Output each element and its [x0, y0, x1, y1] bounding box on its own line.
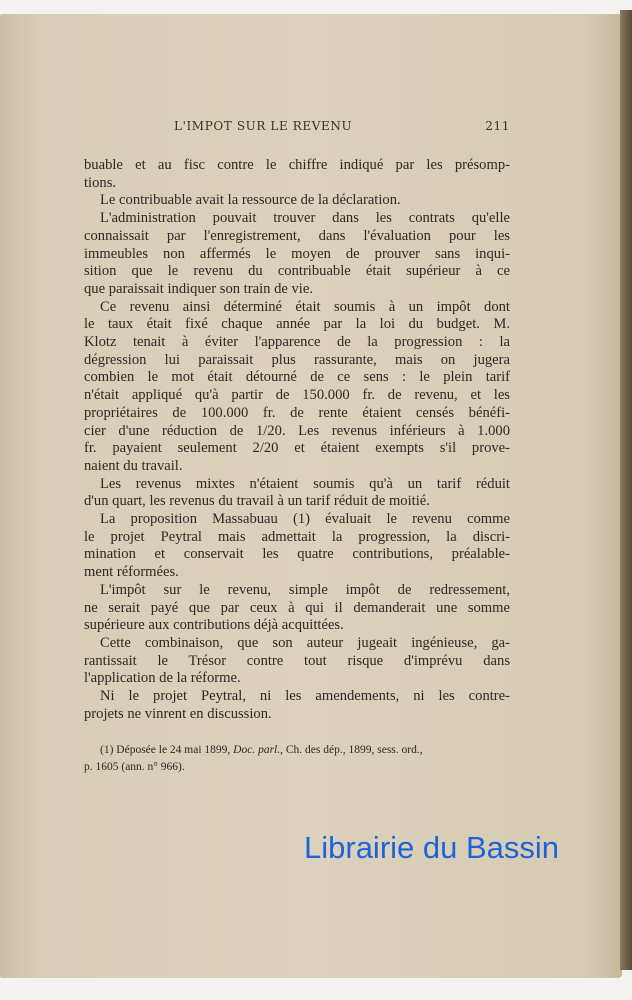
- text-line: Les revenus mixtes n'étaient soumis qu'à un tarif réduit: [100, 475, 510, 492]
- text-line: le taux était fixé chaque année par la loi du budget. M.: [84, 316, 510, 333]
- body-text: [84, 157, 510, 724]
- watermark: Librairie du Bassin: [304, 830, 560, 865]
- text-line: connaissait par l'enregistrement, dans l'évaluation pour les: [84, 227, 510, 244]
- text-line: Klotz tenait à éviter l'apparence de la progression : la: [84, 334, 510, 351]
- text-line: buable et au fisc contre le chiffre indiqué par les présomp-: [84, 157, 510, 173]
- text-line: Ni le projet Peytral, ni les amendements, ni les contre-: [100, 688, 510, 705]
- footnote-italic: Doc. parl.: [233, 744, 281, 756]
- text-line: rantissait le Trésor contre tout risque d'imprévu dans: [84, 652, 510, 669]
- text-line: fr. payaient seulement 2/20 et étaient exempts s'il prove-: [84, 440, 510, 457]
- text-line: Ce revenu ainsi déterminé était soumis à un impôt dont: [100, 298, 510, 315]
- text-line: que paraissait indiquer son train de vie.: [84, 280, 313, 297]
- footnote-line: p. 1605 (ann. n° 966).: [84, 761, 185, 773]
- footnote: [84, 742, 510, 776]
- text-line: sition que le revenu du contribuable était supérieur à ce: [84, 263, 510, 280]
- text-line: ment réformées.: [84, 564, 179, 581]
- text-line: L'administration pouvait trouver dans les contrats qu'elle: [100, 210, 510, 227]
- text-line: L'impôt sur le revenu, simple impôt de redressement,: [100, 581, 510, 598]
- text-line: n'était appliqué qu'à partir de 150.000 fr. de revenu, et les: [84, 387, 510, 404]
- text-line: supérieure aux contributions déjà acquittées.: [84, 617, 344, 634]
- footnote-text: (1) Déposée le 24 mai 1899,: [100, 744, 234, 756]
- text-line: La proposition Massabuau (1) évaluait le revenu comme: [100, 511, 510, 528]
- text-line: Cette combinaison, que son auteur jugeait ingénieuse, ga-: [100, 634, 510, 651]
- running-title: L'IMPOT SUR LE REVENU: [174, 119, 353, 133]
- text-line: Le contribuable avait la ressource de la déclaration.: [100, 192, 401, 209]
- text-line: cier d'une réduction de 1/20. Les revenus inférieurs à 1.000: [84, 422, 510, 439]
- text-line: propriétaires de 100.000 fr. de rente étaient censés bénéfi-: [84, 404, 510, 421]
- text-line: le projet Peytral mais admettait la progression, la discri-: [84, 528, 510, 545]
- text-line: dégression lui paraissait plus rassurante, mais on jugera: [84, 351, 510, 368]
- text-line: immeubles non affermés le moyen de prouver sans inqui-: [84, 245, 510, 262]
- text-line: naient du travail.: [84, 457, 183, 474]
- text-line: d'un quart, les revenus du travail à un tarif réduit de moitié.: [84, 493, 430, 510]
- page-number: 211: [485, 119, 510, 133]
- text-line: tions.: [84, 174, 117, 191]
- text-line: l'application de la réforme.: [84, 670, 241, 687]
- text-line: projets ne vinrent en discussion.: [84, 705, 272, 722]
- footnote-text: , Ch. des dép., 1899, sess. ord.,: [280, 744, 423, 756]
- running-header: [84, 119, 510, 137]
- text-line: combien le mot était détourné de ce sens : le plein tarif: [84, 369, 510, 386]
- text-line: mination et conservait les quatre contributions, préalable-: [84, 546, 510, 563]
- text-line: ne serait payé que par ceux à qui il demanderait une somme: [84, 599, 510, 616]
- book-edge: [620, 10, 632, 970]
